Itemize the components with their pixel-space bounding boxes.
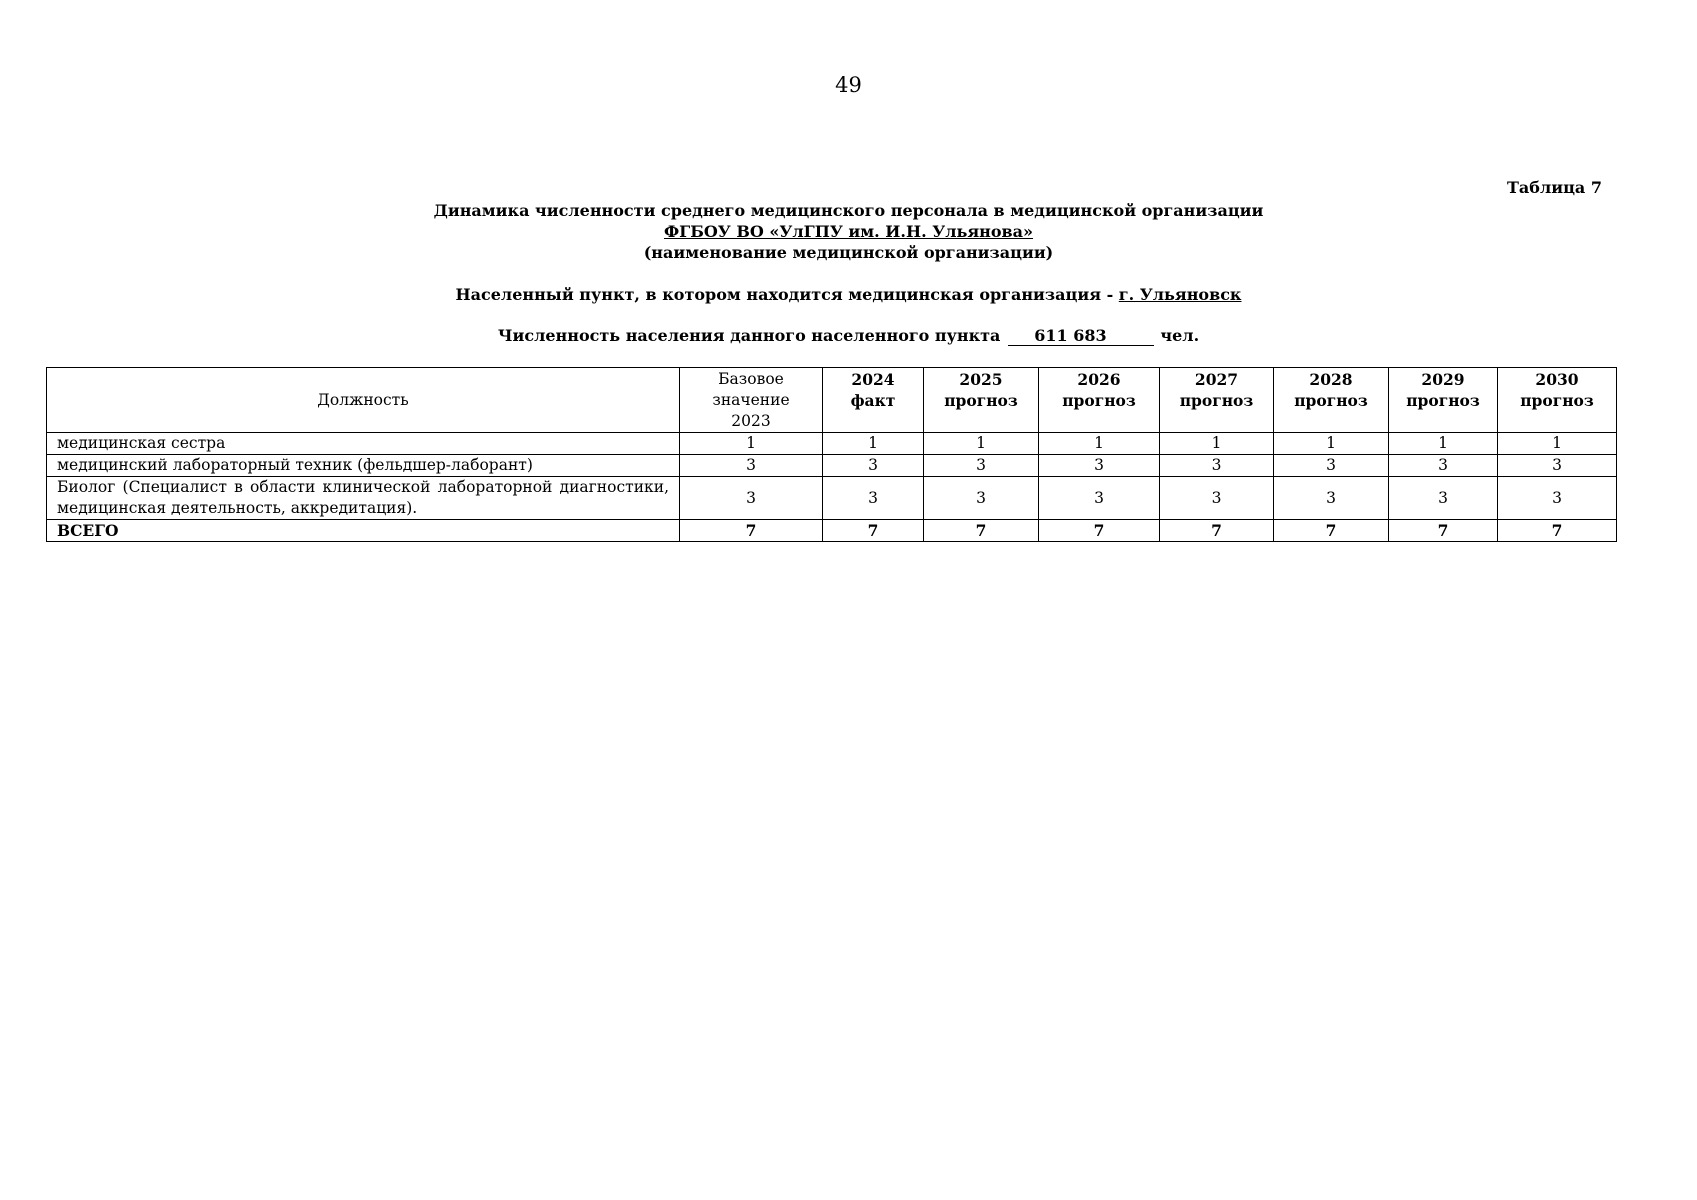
settlement-label: Населенный пункт, в котором находится медицинская организация -	[455, 285, 1114, 304]
year-note: прогноз	[944, 391, 1018, 410]
value-cell: 3	[1160, 477, 1274, 520]
year-note: прогноз	[1520, 391, 1594, 410]
year-label: 2028	[1309, 370, 1353, 389]
year-note: прогноз	[1294, 391, 1368, 410]
year-column-header	[1274, 368, 1389, 433]
value-cell: 3	[1498, 477, 1617, 520]
value-cell: 3	[1274, 477, 1389, 520]
value-cell: 3	[823, 455, 924, 477]
value-cell: 3	[924, 455, 1039, 477]
organization-caption: (наименование медицинской организации)	[643, 243, 1054, 262]
total-row	[47, 520, 1617, 542]
staff-dynamics-table	[46, 367, 1617, 542]
value-cell: 3	[924, 477, 1039, 520]
year-note: прогноз	[1406, 391, 1480, 410]
value-cell: 1	[1498, 433, 1617, 455]
value-cell: 1	[1160, 433, 1274, 455]
year-column-header	[1039, 368, 1160, 433]
year-label: 2027	[1194, 370, 1239, 389]
year-column-header	[1498, 368, 1617, 433]
value-cell: 3	[823, 477, 924, 520]
total-value-cell: 7	[1389, 520, 1498, 542]
position-cell: Биолог (Специалист в области клинической лабораторной диагностики, медицинская деятельность, аккредитация).	[47, 477, 680, 520]
table-row	[47, 477, 1617, 520]
total-label-cell: ВСЕГО	[47, 520, 680, 542]
total-value-cell: 7	[823, 520, 924, 542]
base-value-column-header	[680, 368, 823, 433]
value-cell: 3	[1498, 455, 1617, 477]
table-row	[47, 433, 1617, 455]
total-value-cell: 7	[1160, 520, 1274, 542]
base-header-line-3: 2023	[731, 412, 771, 430]
population-label: Численность населения данного населенного пункта	[497, 326, 1001, 345]
settlement-line	[0, 284, 1697, 305]
year-column-header	[1160, 368, 1274, 433]
base-header-line-2: значение	[712, 391, 790, 409]
value-cell: 1	[924, 433, 1039, 455]
year-note: факт	[850, 391, 896, 410]
position-column-header: Должность	[47, 368, 680, 433]
value-cell: 3	[1274, 455, 1389, 477]
population-unit: чел.	[1160, 326, 1200, 345]
year-column-header	[1389, 368, 1498, 433]
total-value-cell: 7	[680, 520, 823, 542]
value-cell: 1	[823, 433, 924, 455]
year-note: прогноз	[1179, 391, 1254, 410]
table-row	[47, 455, 1617, 477]
year-label: 2024	[851, 370, 895, 389]
value-cell: 3	[1039, 477, 1160, 520]
value-cell: 3	[1389, 455, 1498, 477]
page-number: 49	[835, 73, 862, 97]
year-column-header	[823, 368, 924, 433]
value-cell: 3	[1389, 477, 1498, 520]
table-header-row	[47, 368, 1617, 433]
position-cell: медицинская сестра	[47, 433, 680, 455]
year-column-header	[924, 368, 1039, 433]
settlement-value: г. Ульяновск	[1118, 285, 1242, 304]
value-cell: 3	[680, 455, 823, 477]
year-label: 2025	[959, 370, 1003, 389]
value-cell: 1	[1274, 433, 1389, 455]
year-label: 2030	[1535, 370, 1579, 389]
year-label: 2029	[1421, 370, 1465, 389]
value-cell: 3	[1039, 455, 1160, 477]
year-label: 2026	[1077, 370, 1121, 389]
value-cell: 1	[1039, 433, 1160, 455]
total-value-cell: 7	[1039, 520, 1160, 542]
value-cell: 1	[1389, 433, 1498, 455]
value-cell: 3	[1160, 455, 1274, 477]
total-value-cell: 7	[924, 520, 1039, 542]
organization-name: ФГБОУ ВО «УлГПУ им. И.Н. Ульянова»	[663, 222, 1034, 241]
population-value: 611 683	[1008, 327, 1154, 346]
year-note: прогноз	[1062, 391, 1136, 410]
value-cell: 3	[680, 477, 823, 520]
total-value-cell: 7	[1498, 520, 1617, 542]
total-value-cell: 7	[1274, 520, 1389, 542]
document-title: Динамика численности среднего медицинского персонала в медицинской организации	[433, 201, 1264, 220]
organization-line	[0, 221, 1697, 242]
position-cell: медицинский лабораторный техник (фельдшер-лаборант)	[47, 455, 680, 477]
base-header-line-1: Базовое	[718, 370, 784, 388]
table-label: Таблица 7	[1507, 178, 1602, 197]
population-line	[0, 325, 1697, 346]
value-cell: 1	[680, 433, 823, 455]
